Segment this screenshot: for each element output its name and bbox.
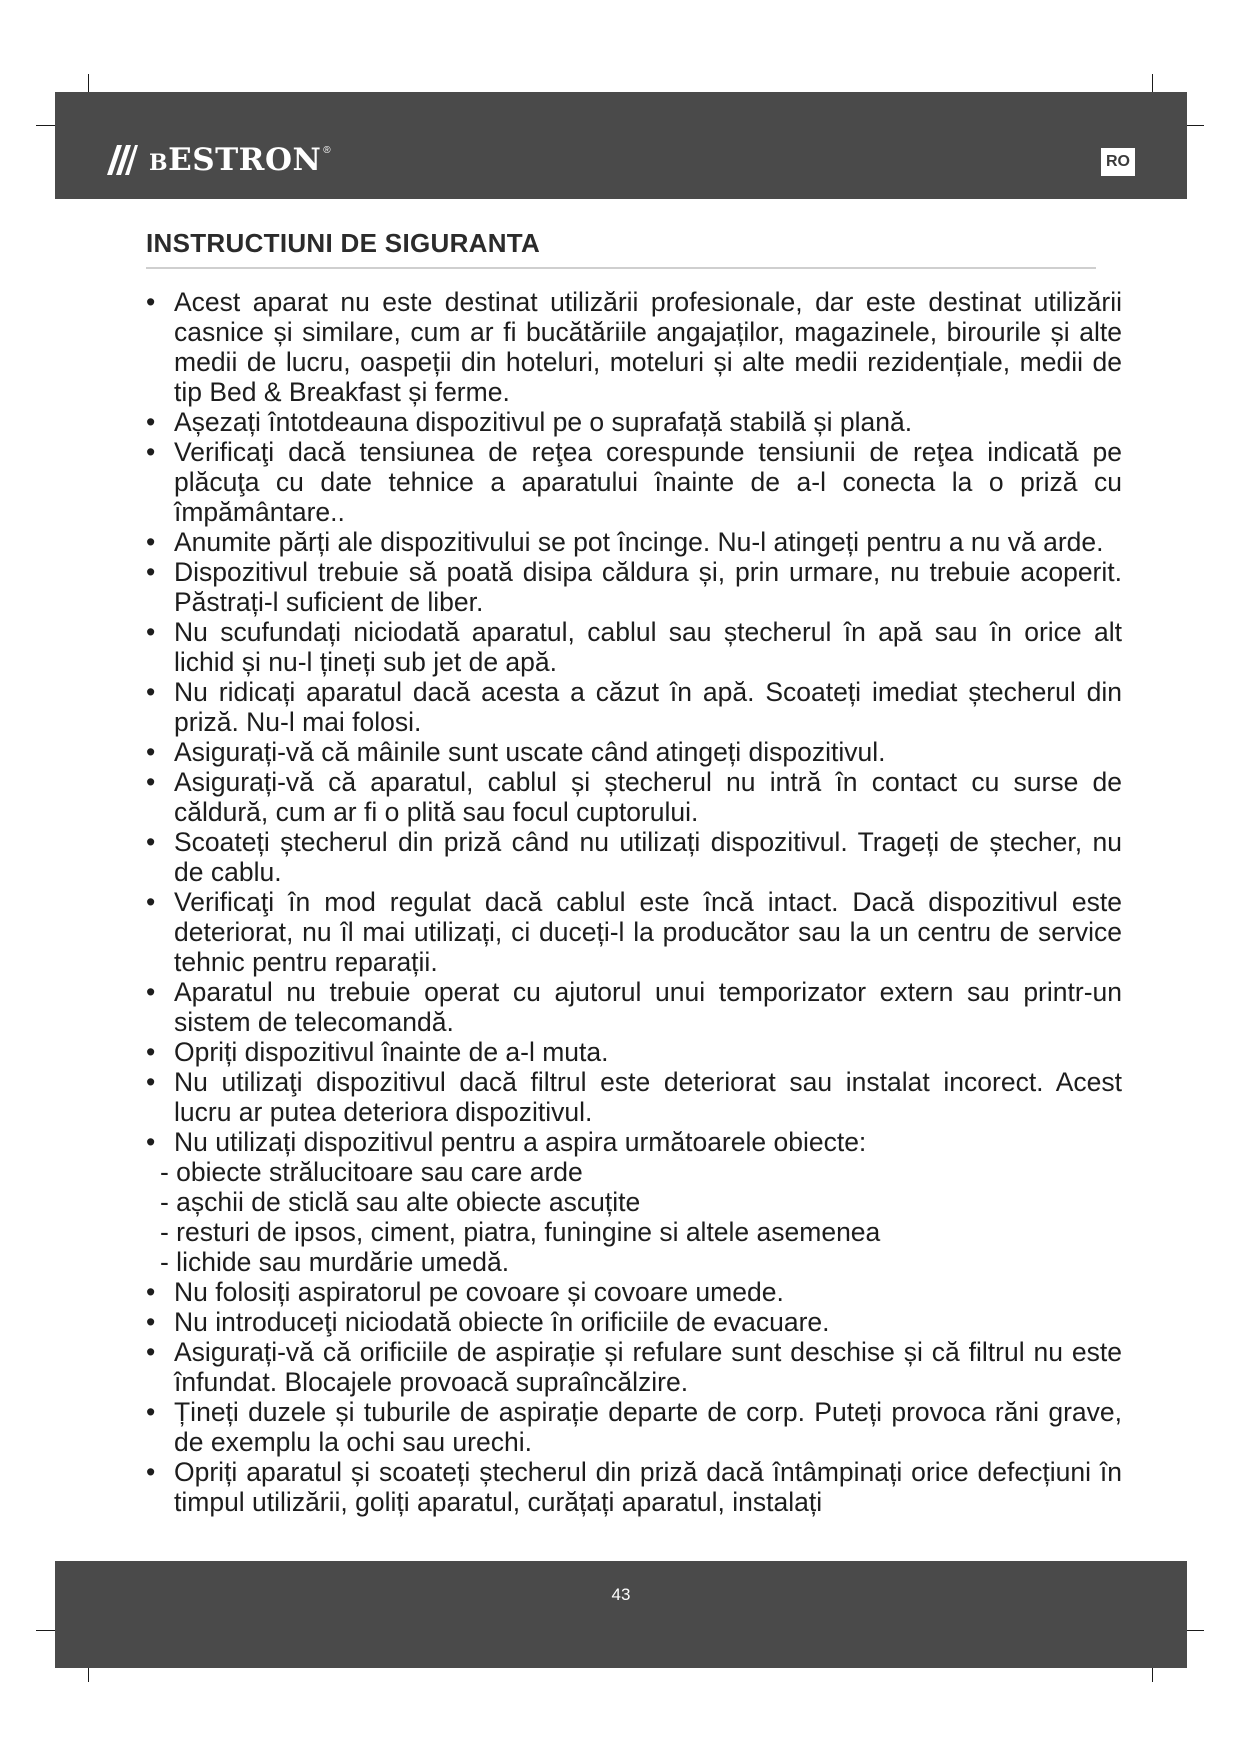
safety-instructions (146, 287, 1122, 1517)
list-item: • Așezați întotdeauna dispozitivul pe o suprafață stabilă și plană. (146, 407, 1122, 437)
language-badge: RO (1101, 148, 1135, 176)
list-item: • Verificaţi în mod regulat dacă cablul este încă intact. Dacă dispozitivul este deteriorat, nu îl mai utilizați, ci duceți-l la producător sau la un centru de service tehnic pentru reparații. (146, 887, 1122, 977)
sub-list-item: - resturi de ipsos, ciment, piatra, funingine si altele asemenea (160, 1217, 881, 1247)
list-item: • Anumite părți ale dispozitivului se pot încinge. Nu-l atingeți pentru a nu vă arde. (146, 527, 1122, 557)
list-item: • Nu utilizați dispozitivul pentru a aspira următoarele obiecte: (146, 1127, 1122, 1157)
sub-list-item: - lichide sau murdărie umedă. (160, 1247, 510, 1277)
page-title: INSTRUCTIUNI DE SIGURANTA (146, 228, 541, 258)
list-item: • Nu introduceţi niciodată obiecte în orificiile de evacuare. (146, 1307, 1122, 1337)
list-item: • Asigurați-vă că aparatul, cablul și ștecherul nu intră în contact cu surse de căldură, cum ar fi o plită sau focul cuptorului. (146, 767, 1122, 827)
brand-name: bESTRON (149, 142, 322, 178)
footer-bar (55, 1561, 1187, 1668)
list-item: • Asigurați-vă că orificiile de aspirație și refulare sunt deschise și că filtrul nu este înfundat. Blocajele provoacă supraîncălzire. (146, 1337, 1122, 1397)
list-item: • Acest aparat nu este destinat utilizării profesionale, dar este destinat utilizării casnice și similare, cum ar fi bucătăriile angajaților, magazinele, birourile și alte medii de lucru, oaspeții din hoteluri, moteluri și alte medii rezidențiale, medii de tip Bed & Breakfast și ferme. (146, 287, 1122, 407)
list-item: • Scoateți ștecherul din priză când nu utilizați dispozitivul. Trageți de ștecher, nu de cablu. (146, 827, 1122, 887)
list-item: • Asigurați-vă că mâinile sunt uscate când atingeți dispozitivul. (146, 737, 1122, 767)
list-item: • Nu scufundați niciodată aparatul, cablul sau ștecherul în apă sau în orice alt lichid și nu-l țineți sub jet de apă. (146, 617, 1122, 677)
header-bar (55, 92, 1187, 199)
title-divider (146, 267, 1096, 269)
list-item: • Nu folosiți aspiratorul pe covoare și covoare umede. (146, 1277, 1122, 1307)
list-item: • Nu utilizaţi dispozitivul dacă filtrul este deteriorat sau instalat incorect. Acest lucru ar putea deteriora dispozitivul. (146, 1067, 1122, 1127)
list-item: • Dispozitivul trebuie să poată disipa căldura și, prin urmare, nu trebuie acoperit. Păstrați-l suficient de liber. (146, 557, 1122, 617)
registered-mark: ® (323, 144, 331, 156)
list-item: • Țineți duzele și tuburile de aspirație departe de corp. Puteți provoca răni grave, de exemplu la ochi sau urechi. (146, 1397, 1122, 1457)
sub-list-item: - obiecte strălucitoare sau care arde (160, 1157, 583, 1187)
list-item: • Opriți dispozitivul înainte de a-l muta. (146, 1037, 1122, 1067)
page-number: 43 (611, 1585, 631, 1604)
list-item: • Verificaţi dacă tensiunea de reţea corespunde tensiunii de reţea indicată pe plăcuţa cu date tehnice a aparatului înainte de a-l conecta la o priză cu împământare.. (146, 437, 1122, 527)
list-item: • Opriți aparatul și scoateți ștecherul din priză dacă întâmpinați orice defecțiuni în timpul utilizării, goliți aparatul, curățați aparatul, instalați (146, 1457, 1122, 1517)
list-item: • Aparatul nu trebuie operat cu ajutorul unui temporizator extern sau printr-un sistem de telecomandă. (146, 977, 1122, 1037)
sub-list-item: - așchii de sticlă sau alte obiecte ascuțite (160, 1187, 641, 1217)
instruction-list (146, 287, 1122, 1517)
brand-chevron-icon (105, 143, 139, 177)
brand-logo (105, 140, 331, 180)
list-item: • Nu ridicați aparatul dacă acesta a căzut în apă. Scoateți imediat ștecherul din priză. Nu-l mai folosi. (146, 677, 1122, 737)
